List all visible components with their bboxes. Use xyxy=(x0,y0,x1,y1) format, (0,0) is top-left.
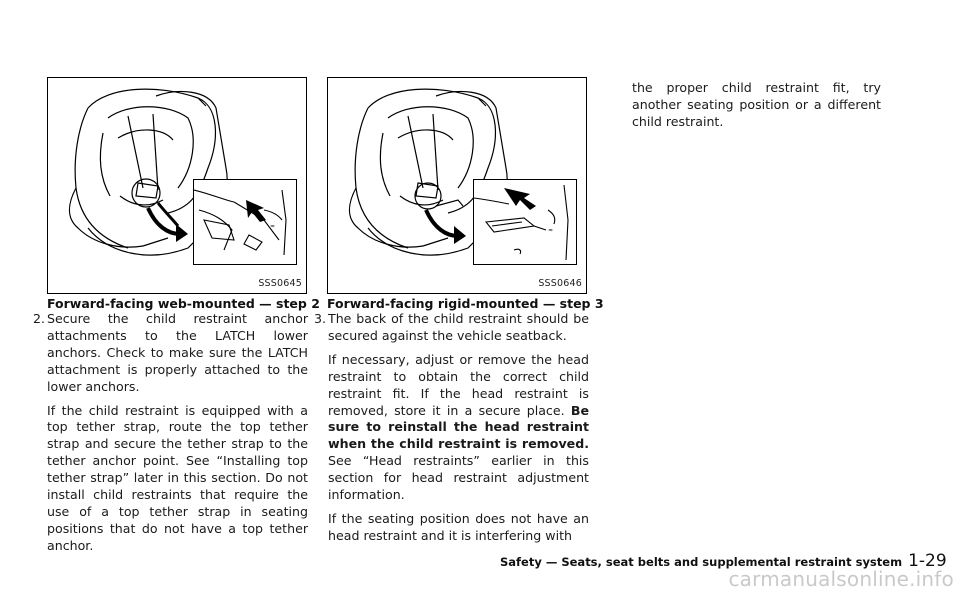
arrow-icon xyxy=(504,188,536,210)
step-paragraph: Secure the child restraint anchor attachments to the LATCH lower anchors. Check to make sure the LATCH attachment is properly attached to the lower anchors. xyxy=(47,311,308,394)
step-paragraph: The back of the child restraint should be secured against the vehicle seatback. xyxy=(328,311,589,343)
column-1-text xyxy=(33,311,308,555)
warning-text: Be sure to reinstall the head restraint when the child restraint is removed. xyxy=(328,402,589,452)
svg-text:≈: ≈ xyxy=(548,227,554,234)
step-number: 2. xyxy=(33,311,46,326)
step-item-2 xyxy=(33,311,308,396)
arrow-icon xyxy=(246,200,266,222)
body-paragraph: If the child restraint is equipped with a top tether strap, route the top tether strap and secure the tether strap to the tether anchor point. See “Installing top tether strap” later in this section. Do not install child restraints that require the use of a top tether strap in seating positions that do not have a top tether anchor. xyxy=(47,402,308,553)
section-title: Safety — Seats, seat belts and supplemental restraint system xyxy=(500,555,903,569)
detail-inset xyxy=(473,179,577,265)
column-3-text xyxy=(618,80,881,131)
watermark: carmanualsonline.info xyxy=(728,567,954,591)
text-run: If necessary, adjust or remove the head restraint to obtain the correct child restraint fit. If the head restraint is removed, store it in a secure place. xyxy=(328,351,589,418)
body-paragraph: the proper child restraint fit, try another seating position or a different child restraint. xyxy=(632,80,881,129)
detail-inset xyxy=(193,179,297,265)
step-item-3 xyxy=(314,311,589,345)
figure-caption: Forward-facing web-mounted — step 2 xyxy=(47,296,320,311)
body-paragraph xyxy=(314,352,589,504)
figure-caption: Forward-facing rigid-mounted — step 3 xyxy=(327,296,604,311)
body-paragraph: If the seating position does not have an head restraint and it is interfering with xyxy=(328,510,589,543)
figure-web-mounted xyxy=(47,77,307,294)
text-run: See “Head restraints” earlier in this section for head restraint adjustment information. xyxy=(328,453,589,503)
column-2-text xyxy=(314,311,589,545)
svg-text:≈: ≈ xyxy=(270,223,276,230)
rigid-latch-detail-illustration xyxy=(474,180,576,264)
figure-code: SSS0645 xyxy=(258,278,302,289)
latch-detail-illustration xyxy=(194,180,296,264)
step-number: 3. xyxy=(314,311,327,326)
page-number: 1-29 xyxy=(908,551,947,571)
figure-code: SSS0646 xyxy=(538,278,582,289)
figure-rigid-mounted xyxy=(327,77,587,294)
